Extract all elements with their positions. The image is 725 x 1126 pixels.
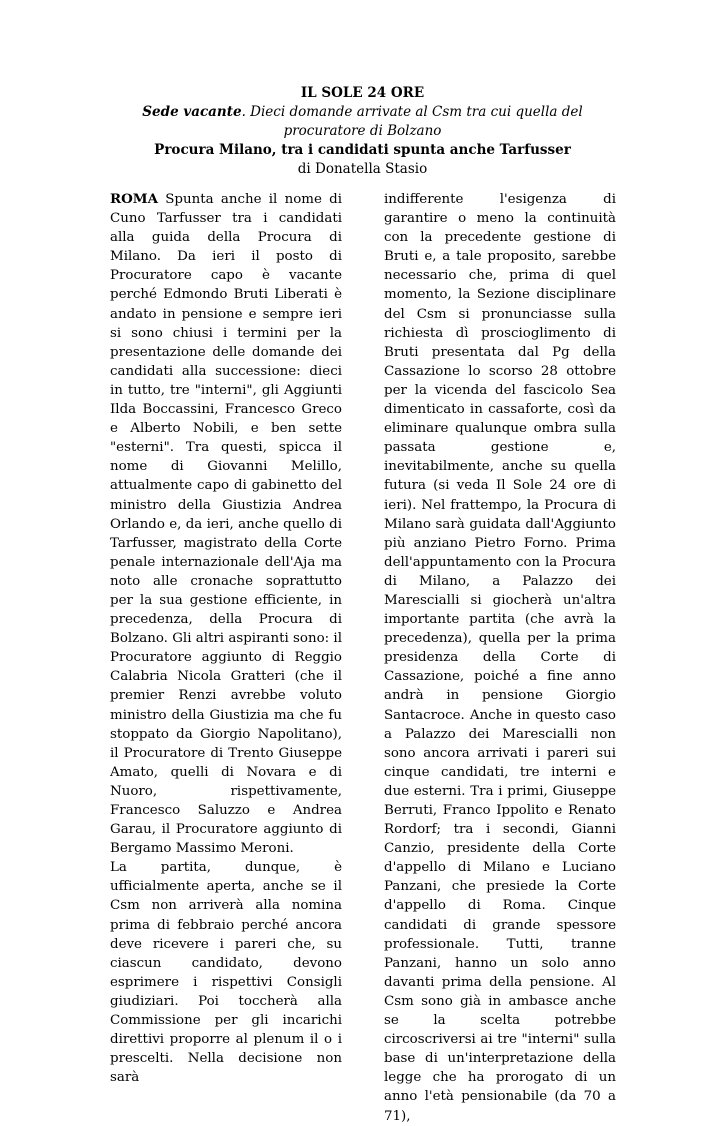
article-headline: Procura Milano, tra i candidati spunta anche Tarfusser — [154, 142, 571, 158]
article-column-left — [110, 190, 342, 1087]
article-column-right — [384, 190, 616, 1126]
paragraph-1 — [110, 190, 342, 858]
paragraph-3: indifferente l'esigenza di garantire o meno la continuità con la precedente gestione di Bruti e, a tale proposito, sarebbe necessario che, prima di quel momento, la Sezione disciplinare del Csm si pronunciasse sulla richiesta dì proscioglimento di Bruti presentata dal Pg della Cassazione lo scorso 28 ottobre per la vicenda del fascicolo Sea dimenticato in cassaforte, così da eliminare qualunque ombra sulla passata gestione e, inevitabilmente, anche su quella futura (si veda Il Sole 24 ore di ieri). Nel frattempo, la Procura di Milano sarà guidata dall'Aggiunto più anziano Pietro Forno. Prima dell'appuntamento con la Procura di Milano, a Palazzo dei Marescialli si giocherà un'altra importante partita (che avrà la precedenza), quella per la prima presidenza della Corte di Cassazione, poiché a fine anno andrà in pensione Giorgio Santacroce. Anche in questo caso a Palazzo dei Marescialli non sono ancora arrivati i pareri sui cinque candidati, tre interni e due esterni. Tra i primi, Giuseppe Berruti, Franco Ippolito e Renato Rordorf; tra i secondi, Gianni Canzio, presidente della Corte d'appello di Milano e Luciano Panzani, che presiede la Corte d'appello di Roma. Cinque candidati di grande spessore professionale. Tutti, tranne Panzani, hanno un solo anno davanti prima della pensione. Al Csm sono già in ambasce anche se la scelta potrebbe circoscriversi ai tre "interni" sulla base di un'interpretazione della legge che ha prorogato di un anno l'età pensionabile (da 70 a 71), — [384, 192, 616, 1124]
paragraph-2: La partita, dunque, è ufficialmente aperta, anche se il Csm non arriverà alla nomina prima di febbraio perché ancora deve ricevere i pareri che, su ciascun candidato, devono esprimere i rispettivi Consigli giudiziari. Poi toccherà alla Commissione per gli incarichi direttivi proporre al plenum il o i prescelti. Nella decisione non sarà — [110, 860, 342, 1086]
subtitle-lead: Sede vacante — [142, 104, 242, 120]
article-header — [0, 84, 725, 179]
article-subtitle — [0, 103, 725, 141]
paragraph-1-text: Spunta anche il nome di Cuno Tarfusser tra i candidati alla guida della Procura di Milano. Da ieri il posto di Procuratore capo è vacante perché Edmondo Bruti Liberati è andato in pensione e sempre ieri si sono chiusi i termini per la presentazione delle domande dei candidati alla successione: dieci in tutto, tre "interni", gli Aggiunti Ilda Boccassini, Francesco Greco e Alberto Nobili, e ben sette "esterni". Tra questi, spicca il nome di Giovanni Melillo, attualmente capo di gabinetto del ministro della Giustizia Andrea Orlando e, da ieri, anche quello di Tarfusser, magistrato della Corte penale internazionale dell'Aja ma noto alle cronache soprattutto per la sua gestione efficiente, in precedenza, della Procura di Bolzano. Gli altri aspiranti sono: il Procuratore aggiunto di Reggio Calabria Nicola Gratteri (che il premier Renzi avrebbe voluto ministro della Giustizia ma che fu stoppato da Giorgio Napolitano), il Procuratore di Trento Giuseppe Amato, quelli di Novara e di Nuoro, rispettivamente, Francesco Saluzzo e Andrea Garau, il Procuratore aggiunto di Bergamo Massimo Meroni. — [110, 192, 342, 857]
subtitle-text: . Dieci domande arrivate al Csm tra cui quella del procuratore di Bolzano — [241, 104, 583, 139]
newspaper-name: IL SOLE 24 ORE — [300, 85, 425, 101]
dateline: ROMA — [110, 191, 159, 207]
article-byline: di Donatella Stasio — [297, 161, 428, 177]
